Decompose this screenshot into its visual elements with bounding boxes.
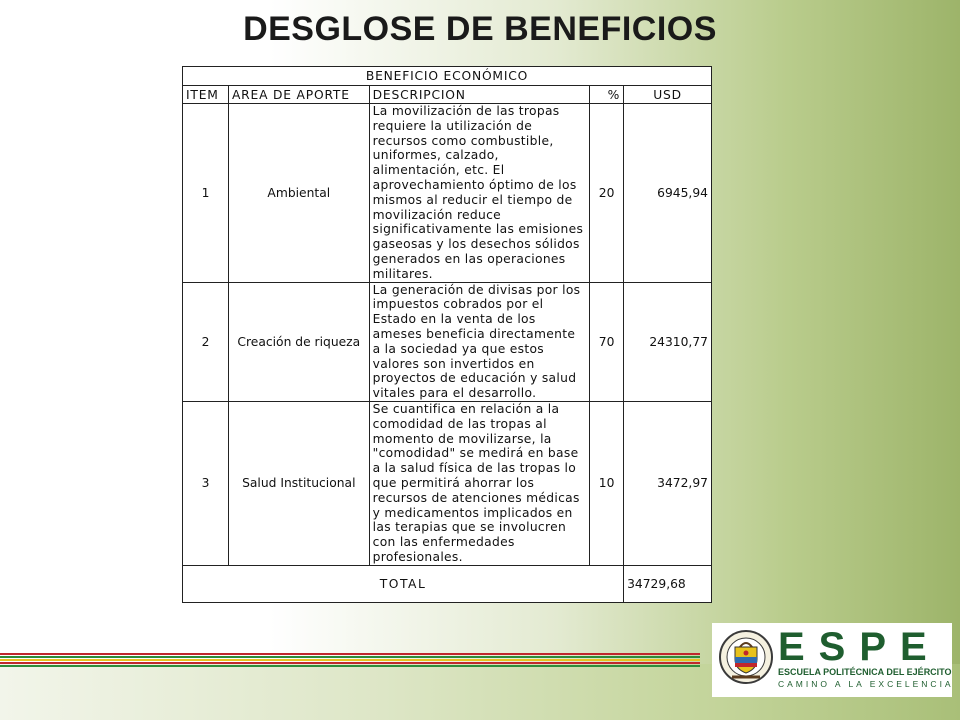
stripe-yellow <box>0 659 700 661</box>
total-value: 34729,68 <box>624 565 712 602</box>
table-row <box>183 104 712 283</box>
stripe-red <box>0 653 700 655</box>
slide-title: DESGLOSE DE BENEFICIOS <box>243 10 717 48</box>
cell-item: 2 <box>183 282 229 401</box>
cell-pct: 70 <box>590 282 624 401</box>
cell-usd: 3472,97 <box>624 401 712 565</box>
cell-pct: 10 <box>590 401 624 565</box>
stripe-green <box>0 656 700 658</box>
stripe-green <box>0 665 700 667</box>
cell-item: 1 <box>183 104 229 283</box>
table-column-header-row <box>183 86 712 104</box>
flag-stripes <box>0 653 700 668</box>
espe-motto: CAMINO A LA EXCELENCIA <box>778 679 954 689</box>
cell-item: 3 <box>183 401 229 565</box>
cell-area: Creación de riqueza <box>228 282 369 401</box>
cell-usd: 6945,94 <box>624 104 712 283</box>
table-row <box>183 401 712 565</box>
espe-logo <box>712 623 952 697</box>
table-section-header-row <box>183 67 712 86</box>
column-header-usd: USD <box>624 86 712 104</box>
cell-area: Ambiental <box>228 104 369 283</box>
column-header-descripcion: DESCRIPCION <box>369 86 590 104</box>
total-row <box>183 565 712 602</box>
section-header: BENEFICIO ECONÓMICO <box>183 67 712 86</box>
cell-usd: 24310,77 <box>624 282 712 401</box>
table-row <box>183 282 712 401</box>
cell-descripcion: La movilización de las tropas requiere la utilización de recursos como combustible, uniformes, calzado, alimentación, etc. El aprovechamiento óptimo de los mismos al reducir el tiempo de movilización reduce significativamente las emisiones gaseosas y los desechos sólidos generados en las operaciones militares. <box>369 104 590 283</box>
espe-letters: ESPE <box>778 625 941 669</box>
benefits-table <box>182 66 712 603</box>
cell-area: Salud Institucional <box>228 401 369 565</box>
espe-school-name: ESCUELA POLITÉCNICA DEL EJÉRCITO <box>778 667 952 677</box>
espe-seal-icon <box>718 629 774 689</box>
cell-descripcion: La generación de divisas por los impuestos cobrados por el Estado en la venta de los ameses beneficia directamente a la sociedad ya que estos valores son invertidos en proyectos de educación y salud vitales para el desarrollo. <box>369 282 590 401</box>
stripe-red <box>0 662 700 664</box>
total-label: TOTAL <box>183 565 624 602</box>
cell-descripcion: Se cuantifica en relación a la comodidad de las tropas al momento de movilizarse, la "comodidad" se medirá en base a la salud física de las tropas lo que permitirá ahorrar los recursos de atenciones médicas y medicamentos implicados en las terapias que se involucren con las enfermedades profesionales. <box>369 401 590 565</box>
cell-pct: 20 <box>590 104 624 283</box>
column-header-pct: % <box>590 86 624 104</box>
column-header-area: AREA DE APORTE <box>228 86 369 104</box>
column-header-item: ITEM <box>183 86 229 104</box>
